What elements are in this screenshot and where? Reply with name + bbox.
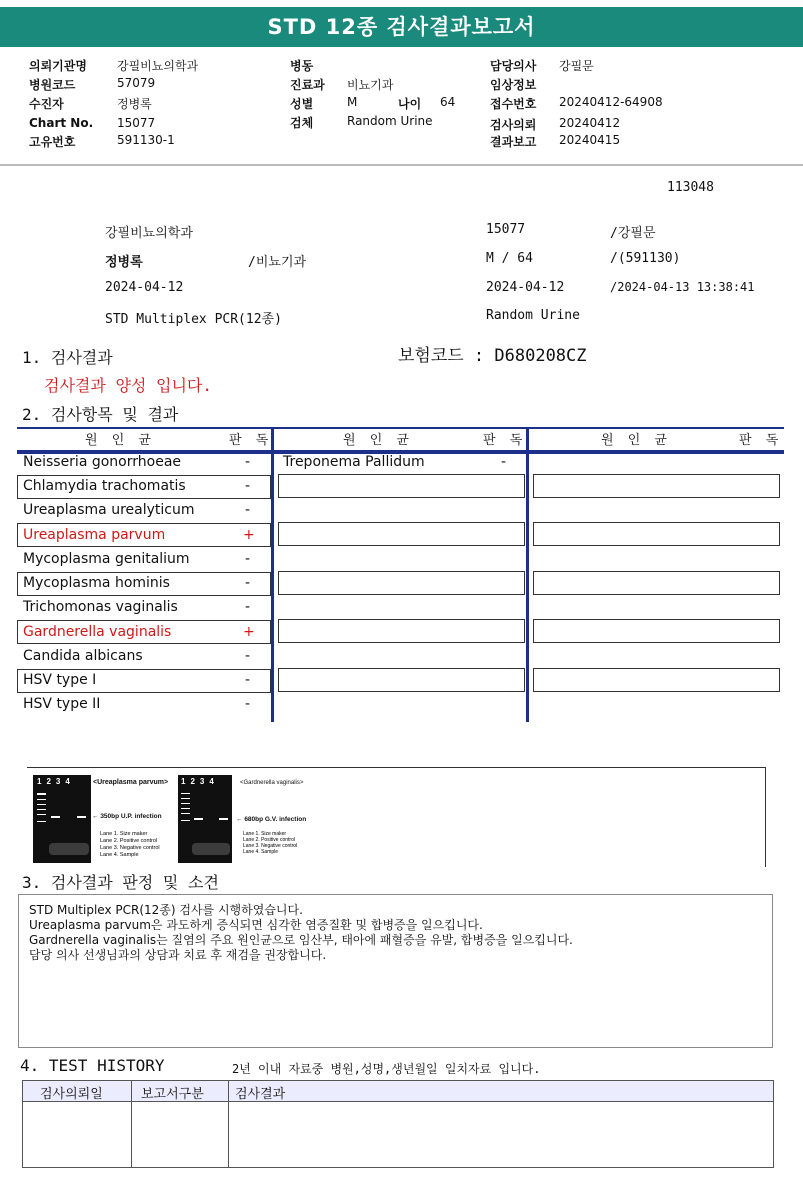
- organism-name-positive: Ureaplasma parvum: [23, 527, 166, 543]
- sample-band: [77, 816, 86, 818]
- label-receipt-number: 접수번호: [490, 97, 537, 111]
- organism-result: -: [245, 599, 251, 615]
- empty-row-box: [278, 474, 525, 498]
- empty-row-box: [533, 619, 780, 643]
- empty-row-box: [278, 571, 525, 595]
- organism-name: Trichomonas vaginalis: [23, 599, 178, 615]
- label-hospital-code: 병원코드: [29, 78, 76, 92]
- organism-name: Mycoplasma hominis: [23, 575, 170, 591]
- empty-row-box: [533, 668, 780, 692]
- value-receipt-number: 20240412-64908: [559, 95, 663, 109]
- sample-band: [219, 818, 228, 820]
- gel-figure-right-rule: [765, 767, 766, 867]
- organism-result-positive: +: [243, 527, 255, 543]
- section1-heading: 1. 검사결과: [22, 348, 113, 367]
- memo-line: Gardnerella vaginalis는 질염의 주요 원인균으로 임산부, 태아에 패혈증을 유발, 합병증을 일으킵니다.: [29, 933, 573, 947]
- value-requesting-institution: 강필비뇨의학과: [117, 59, 199, 73]
- col-header-organism-2: 원 인 균: [343, 433, 414, 448]
- organism-result: -: [245, 454, 251, 470]
- value-department: 비뇨기과: [347, 78, 394, 92]
- value-age: 64: [440, 95, 456, 109]
- gel-title-ureaplasma: <Ureaplasma parvum>: [93, 779, 169, 786]
- organism-result: -: [245, 478, 251, 494]
- gel-legend-2: Lane 1. Size maker Lane 2. Positive control Lane 3. Negative control Lane 4. Sample: [243, 831, 298, 855]
- history-col-result: 검사결과: [235, 1087, 286, 1102]
- summary-dept: /비뇨기과: [248, 255, 307, 270]
- label-request-date: 검사의뢰: [490, 118, 537, 132]
- label-department: 진료과: [290, 78, 325, 92]
- ladder-band: [37, 821, 46, 822]
- value-specimen: Random Urine: [347, 114, 433, 128]
- overall-result: 검사결과 양성 입니다.: [44, 376, 213, 395]
- gel-legend-1: Lane 1. Size maker Lane 2. Positive control Lane 3. Negative control Lane 4. Sample: [100, 831, 160, 858]
- organism-result: -: [245, 696, 251, 712]
- summary-birth: /(591130): [610, 251, 681, 266]
- gel-image-gardnerella: [178, 775, 232, 863]
- summary-chart: 15077: [486, 222, 526, 237]
- empty-row-box: [533, 474, 780, 498]
- col-header-reading-2: 판 독: [483, 433, 528, 448]
- table-column-divider: [271, 427, 274, 722]
- history-table-header: [22, 1080, 774, 1102]
- section3-heading: 3. 검사결과 판정 및 소견: [22, 873, 219, 892]
- results-table-header: [17, 427, 784, 454]
- summary-doctor: /강필문: [610, 226, 656, 241]
- primer-dimer-glow: [192, 843, 230, 855]
- value-doctor: 강필문: [559, 59, 594, 73]
- col-header-organism-1: 원 인 균: [85, 433, 156, 448]
- organism-name: HSV type I: [23, 672, 97, 688]
- gel-image-ureaplasma: [33, 775, 91, 863]
- label-clinical-info: 임상정보: [490, 78, 537, 92]
- ladder-band: [181, 793, 190, 794]
- ladder-band: [181, 798, 190, 799]
- label-doctor: 담당의사: [490, 59, 537, 73]
- summary-sex-age: M / 64: [486, 251, 533, 266]
- memo-line: 담당 의사 선생님과의 상담과 치료 후 재검을 권장합니다.: [29, 948, 327, 962]
- organism-result: -: [245, 551, 251, 567]
- summary-patient: 정병록: [105, 255, 143, 270]
- history-col-divider: [228, 1081, 229, 1101]
- table-column-divider: [526, 427, 529, 722]
- label-requesting-institution: 의뢰기관명: [29, 59, 87, 73]
- organism-name: Chlamydia trachomatis: [23, 478, 186, 494]
- organism-name: Treponema Pallidum: [283, 454, 425, 470]
- summary-date1: 2024-04-12: [105, 280, 184, 295]
- history-col-divider: [131, 1081, 132, 1101]
- organism-name: Ureaplasma urealyticum: [23, 502, 195, 518]
- organism-result: -: [245, 672, 251, 688]
- ladder-band: [181, 813, 190, 814]
- empty-row-box: [278, 522, 525, 546]
- organism-name: Mycoplasma genitalium: [23, 551, 190, 567]
- ladder-band: [37, 799, 46, 800]
- summary-specimen: Random Urine: [486, 308, 580, 323]
- interpretation-memo: [18, 894, 773, 1048]
- organism-result: -: [245, 502, 251, 518]
- lane-numbers: 1234: [181, 777, 219, 786]
- history-col-report-type: 보고서구분: [141, 1087, 204, 1102]
- ladder-band: [37, 809, 46, 810]
- value-unique-number: 591130-1: [117, 133, 175, 147]
- lane-numbers: 1234: [37, 777, 75, 786]
- history-table-body: [22, 1102, 774, 1168]
- value-patient: 정병록: [117, 97, 152, 111]
- primer-dimer-glow: [49, 843, 89, 855]
- label-report-date: 결과보고: [490, 135, 537, 149]
- label-unique-number: 고유번호: [29, 135, 76, 149]
- label-age: 나이: [398, 97, 422, 111]
- positive-band: [51, 816, 60, 818]
- ladder-band: [37, 793, 46, 795]
- empty-row-box: [278, 668, 525, 692]
- value-chart-no: 15077: [117, 116, 156, 130]
- value-sex: M: [347, 95, 358, 109]
- ladder-band: [37, 814, 46, 815]
- organism-name: HSV type II: [23, 696, 101, 712]
- positive-band: [194, 818, 203, 820]
- gel-figure-top-rule: [27, 767, 765, 768]
- ladder-band: [181, 808, 190, 809]
- label-sex: 성별: [290, 97, 314, 111]
- memo-line: STD Multiplex PCR(12종) 검사를 시행하였습니다.: [29, 903, 303, 917]
- organism-result: -: [245, 648, 251, 664]
- col-header-reading-3: 판 독: [739, 433, 784, 448]
- label-specimen: 검체: [290, 116, 314, 130]
- organism-result: -: [245, 575, 251, 591]
- id-number: 113048: [667, 180, 714, 195]
- ladder-band: [37, 804, 46, 805]
- empty-row-box: [533, 571, 780, 595]
- ladder-band: [181, 820, 190, 821]
- organism-name: Candida albicans: [23, 648, 143, 664]
- history-col-divider: [228, 1102, 229, 1167]
- gel-title-gardnerella: <Gardnerella vaginalis>: [240, 780, 304, 786]
- header-divider: [0, 164, 803, 166]
- summary-test-name: STD Multiplex PCR(12종): [105, 312, 282, 327]
- insurance-code: 보험코드 : D680208CZ: [398, 346, 587, 366]
- organism-name: Neisseria gonorrhoeae: [23, 454, 182, 470]
- history-col-divider: [131, 1102, 132, 1167]
- value-request-date: 20240412: [559, 116, 621, 130]
- memo-line: Ureaplasma parvum은 과도하게 증식되면 심각한 염증질환 및 합병증을 일으킵니다.: [29, 918, 483, 932]
- ladder-band: [181, 803, 190, 804]
- label-patient: 수진자: [29, 97, 64, 111]
- report-title: STD 12종 검사결과보고서: [0, 7, 803, 47]
- col-header-organism-3: 원 인 균: [601, 433, 672, 448]
- gel-band-label-gardnerella: ← 680bp G.V. infection: [236, 816, 307, 823]
- label-ward: 병동: [290, 59, 314, 73]
- summary-datetime: /2024-04-13 13:38:41: [610, 280, 755, 294]
- empty-row-box: [533, 522, 780, 546]
- empty-row-box: [278, 619, 525, 643]
- value-hospital-code: 57079: [117, 76, 156, 90]
- section4-heading: 4. TEST HISTORY: [20, 1056, 165, 1075]
- summary-date2: 2024-04-12: [486, 280, 565, 295]
- organism-result: -: [501, 454, 507, 470]
- history-col-request-date: 검사의뢰일: [40, 1087, 103, 1102]
- summary-clinic: 강필비뇨의학과: [105, 226, 193, 241]
- organism-name-positive: Gardnerella vaginalis: [23, 624, 172, 640]
- label-chart-no: Chart No.: [29, 116, 94, 130]
- gel-band-label-ureaplasma: ← 350bp U.P. infection: [92, 813, 162, 820]
- col-header-reading-1: 판 독: [229, 433, 274, 448]
- history-note: 2년 이내 자료중 병원,성명,생년월일 일치자료 입니다.: [232, 1062, 541, 1076]
- section2-heading: 2. 검사항목 및 결과: [22, 405, 179, 424]
- organism-result-positive: +: [243, 624, 255, 640]
- value-report-date: 20240415: [559, 133, 621, 147]
